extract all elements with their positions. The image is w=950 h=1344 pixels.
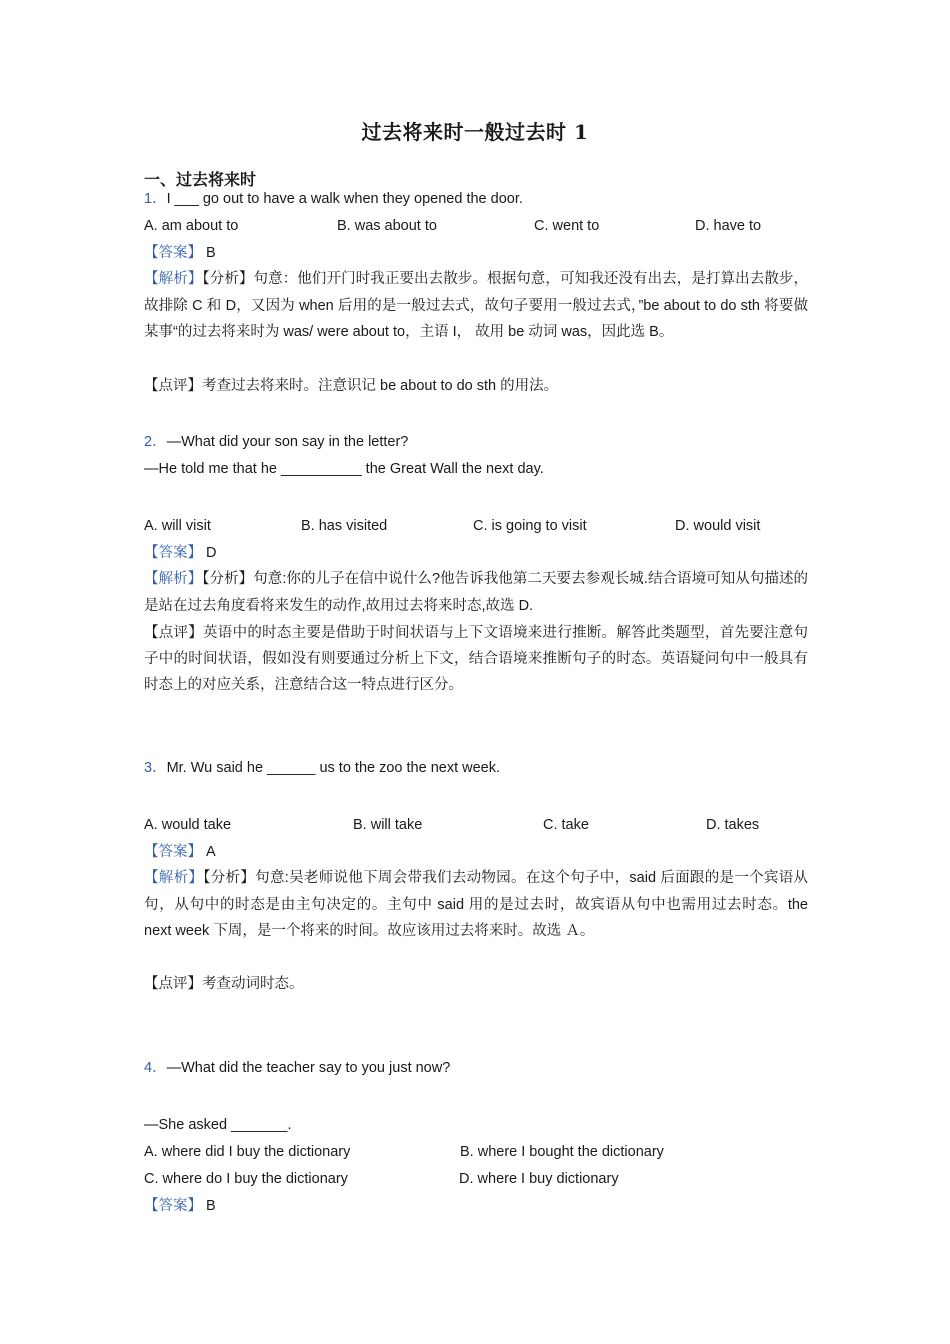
question-text: Mr. Wu said he ______ us to the zoo the next week.	[166, 760, 501, 776]
analysis-tag: 【解析】	[144, 271, 203, 287]
option-a: A. will visit	[144, 518, 211, 534]
answer-tag: 【答案】	[144, 245, 202, 261]
question-3-analysis	[144, 865, 808, 945]
question-number: 3．	[144, 760, 167, 776]
question-1-stem	[144, 189, 808, 209]
answer-value: D	[206, 545, 217, 561]
question-1-analysis	[144, 266, 808, 346]
option-c: C. where do I buy the dictionary	[144, 1171, 348, 1187]
question-number: 4．	[144, 1060, 167, 1076]
option-d: D. would visit	[675, 518, 761, 534]
option-a: A. am about to	[144, 218, 239, 234]
answer-value: B	[206, 1198, 216, 1214]
question-2-comment: 【点评】英语中的时态主要是借助于时间状语与上下文语境来进行推断。解答此类题型，首先要注意句子中的时间状语，假如没有则要通过分析上下文，结合语境来推断句子的时态。英语疑问句中一般具有时态上的对应关系，注意结合这一特点进行区分。	[144, 625, 808, 693]
analysis-text: 【分析】句意：他们开门时我正要出去散步。根据句意，可知我还没有出去，是打算出去散步，故排除 C 和 D，又因为 when 后用的是一般过去式，故句子要用一般过去式，”be about to do sth 将要做某事“的过去将来时为 was/ were about to，主语 I， 故用 be 动词 was，因此选 B。	[144, 271, 809, 340]
option-c: C. is going to visit	[473, 518, 587, 534]
question-number: 1．	[144, 191, 167, 207]
question-4-stem-reply: —She asked _______.	[144, 1117, 292, 1133]
analysis-text: 【分析】句意:你的儿子在信中说什么?他告诉我他第二天要去参观长城.结合语境可知从句描述的是站在过去角度看将来发生的动作,故用过去将来时态,故选 D.	[144, 571, 809, 614]
option-a: A. where did I buy the dictionary	[144, 1144, 351, 1160]
question-text: —What did your son say in the letter?	[166, 434, 409, 450]
answer-tag: 【答案】	[144, 545, 202, 561]
section-heading: 一、过去将来时	[144, 170, 257, 189]
question-text: —What did the teacher say to you just now?	[166, 1060, 451, 1076]
option-d: D. where I buy dictionary	[459, 1171, 619, 1187]
question-3-answer	[144, 842, 808, 862]
option-b: B. where I bought the dictionary	[460, 1144, 664, 1160]
question-2-answer	[144, 543, 808, 563]
analysis-tag: 【解析】	[144, 571, 203, 587]
question-number: 2．	[144, 434, 167, 450]
analysis-text: 【分析】句意:吴老师说他下周会带我们去动物园。在这个句子中，said 后面跟的是一个宾语从句，从句中的时态是由主句决定的。主句中 said 用的是过去时，故宾语从句中也需用过去时态。the next week 下周，是一个将来的时间。故应该用过去将来时。故选 Ａ。	[144, 870, 809, 939]
answer-value: A	[206, 844, 216, 860]
analysis-tag: 【解析】	[144, 870, 204, 886]
answer-tag: 【答案】	[144, 1198, 202, 1214]
question-1-comment: 【点评】考查过去将来时。注意识记 be about to do sth 的用法。	[144, 378, 559, 394]
page-title: 过去将来时一般过去时 1	[361, 120, 589, 144]
answer-tag: 【答案】	[144, 844, 202, 860]
option-d: D. takes	[706, 817, 760, 833]
option-c: C. take	[543, 817, 589, 833]
question-3-comment: 【点评】考查动词时态。	[144, 976, 304, 992]
option-b: B. has visited	[301, 518, 388, 534]
question-2-stem	[144, 432, 808, 452]
option-b: B. was about to	[337, 218, 437, 234]
answer-value: B	[206, 245, 216, 261]
question-text: I ___ go out to have a walk when they opened the door.	[166, 191, 523, 207]
option-d: D. have to	[695, 218, 762, 234]
question-4-answer	[144, 1196, 808, 1216]
question-4-stem	[144, 1058, 808, 1078]
question-2-stem-reply: —He told me that he __________ the Great Wall the next day.	[144, 461, 544, 477]
option-a: A. would take	[144, 817, 232, 833]
option-b: B. will take	[353, 817, 423, 833]
question-3-stem	[144, 758, 808, 778]
question-1-answer	[144, 243, 808, 263]
question-2-analysis	[144, 566, 808, 619]
option-c: C. went to	[534, 218, 600, 234]
